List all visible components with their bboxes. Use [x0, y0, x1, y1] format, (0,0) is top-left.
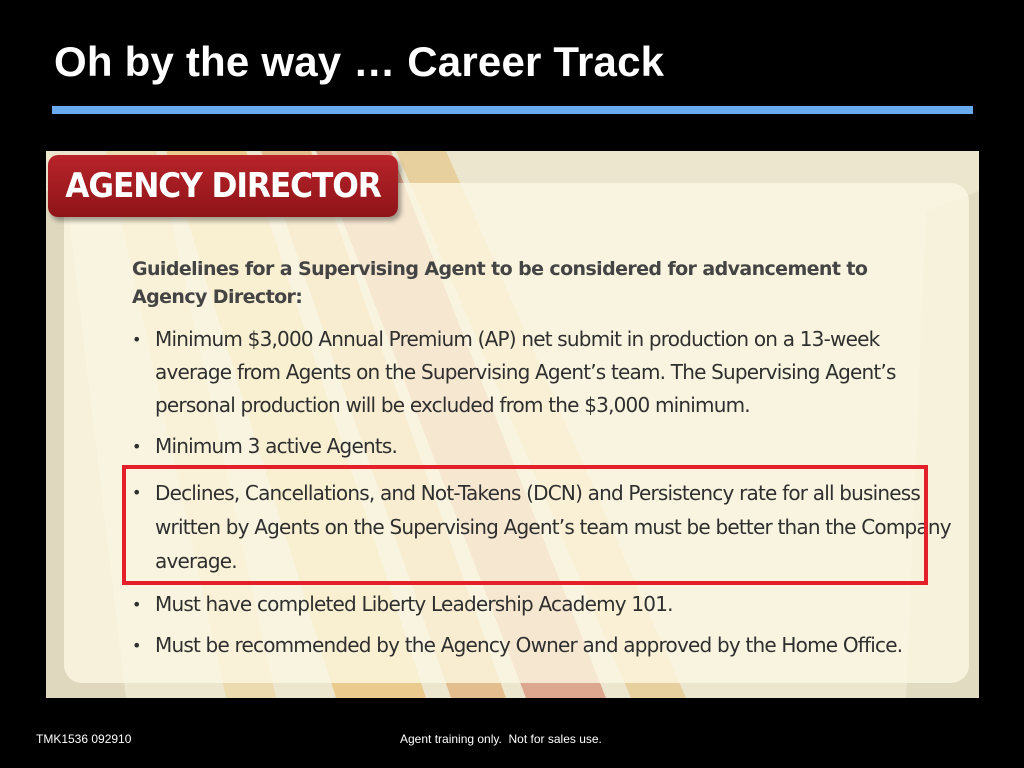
guidelines-heading-line-1: Guidelines for a Supervising Agent to be considered for advancement to — [132, 258, 868, 280]
guidelines-heading — [132, 255, 892, 311]
requirement-text: Declines, Cancellations, and Not-Takens (DCN) and Persistency rate for all business written by Agents on the Supervising Agent’s team must be better than the Company average. — [155, 481, 951, 573]
requirement-item — [132, 588, 952, 621]
requirement-item — [132, 323, 952, 422]
agency-director-panel — [46, 151, 979, 698]
requirement-text: Minimum $3,000 Annual Premium (AP) net submit in production on a 13-week average from Agents on the Supervising Agent’s team. The Supervising Agent’s personal production will be excluded from the $3,000 minimum. — [155, 327, 896, 417]
requirement-text: Minimum 3 active Agents. — [155, 434, 398, 458]
bullet-icon: • — [132, 595, 141, 614]
bullet-icon: • — [132, 636, 141, 655]
requirement-item — [132, 629, 952, 662]
slide-title: Oh by the way … Career Track — [54, 38, 665, 85]
footer-code: TMK1536 092910 — [36, 732, 132, 746]
requirement-text: Must have completed Liberty Leadership Academy 101. — [155, 592, 673, 616]
requirement-text: Must be recommended by the Agency Owner and approved by the Home Office. — [155, 633, 903, 657]
guidelines-heading-line-2: Agency Director: — [132, 286, 303, 308]
footer-notice: Agent training only. Not for sales use. — [400, 732, 602, 746]
title-divider — [52, 106, 973, 114]
bullet-icon: • — [132, 330, 141, 349]
requirement-item — [132, 430, 952, 463]
banner-title: AGENCY DIRECTOR — [65, 166, 381, 206]
agency-director-banner — [48, 155, 398, 217]
bullet-icon: • — [132, 483, 141, 502]
bullet-icon: • — [132, 437, 141, 456]
highlight-box — [122, 465, 928, 585]
